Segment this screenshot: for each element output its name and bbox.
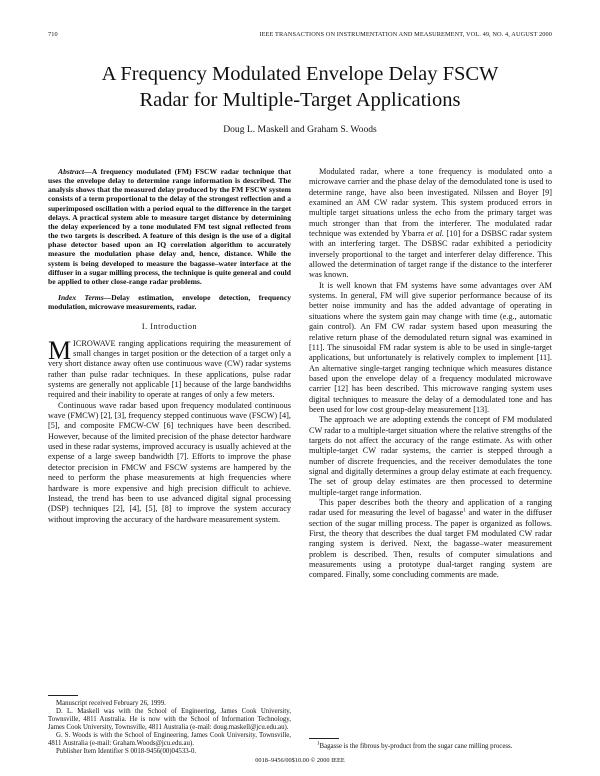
footnote-woods: G. S. Woods is with the School of Engineering, James Cook University, Townsville, 4811 Australia (e-mail: Graham.Woods@jcu.edu.au). <box>48 732 291 748</box>
running-header: IEEE TRANSACTIONS ON INSTRUMENTATION AND MEASUREMENT, VOL. 49, NO. 4, AUGUST 2000 <box>259 31 552 38</box>
drop-cap: M <box>48 335 72 365</box>
abstract-text: A frequency modulated (FM) FSCW radar technique that uses the envelope delay to determine range information is described. The analysis shows that the measured delay produced by the FM FSCW system consists of a term proportional to the delay of the strongest reflection and a superimposed oscillation with a period equal to the difference in the target delays. A practical system able to measure target distance by determining the delay experienced by a tone modulated FM test signal reflected from the two targets is described. A feature of this design is the use of a digital phase detector based upon an IQ correlation algorithm to accurately measure the modulation phase delay and, hence, distance. While the system is being developed to measure the bagasse–water interface at the diffuser in a sugar milling process, the technique is quite general and could be applied to other close-range radar problems. <box>48 167 291 286</box>
footnote-publisher-id: Publisher Item Identifier S 0018-9456(00)04533-0. <box>56 748 197 756</box>
index-terms-text: Delay estimation, envelope detection, frequency modulation, microwave measurements, radar. <box>48 293 291 312</box>
right-paragraph-3: The approach we are adopting extends the concept of FM modulated CW radar to a multiple-target situation where the relative strengths of the targets do not affect the accuracy of the range estimate. As with other multiple-target CW radar systems, the carrier is stepped through a number of discrete frequencies, and the receiver demodulates the tone signal and digitally determines a group delay estimate at each frequency. The set of group delay estimates are then processed to determine multiple-target range information. <box>309 415 552 497</box>
intro-paragraph-2: Continuous wave radar based upon frequency modulated continuous wave (FMCW) [2], [3], frequency stepped continuous wave (FSCW) [4], [5], and composite FMCW-CW [6] techniques have been described. However, because of the limited precision of the phase detector hardware used in these radar systems, improved accuracy is usually achieved at the expense of a large sweep bandwidth [7]. Efforts to improve the phase detector precision in FMCW and FSCW systems are hampered by the need to perform the phase measurements at high frequencies where hardware is more expensive and high precision difficult to achieve. Instead, the trend has been to use advanced digital signal processing (DSP) techniques [2], [4], [5], [8] to improve the system accuracy without improving the accuracy of the hardware measurement system. <box>48 400 291 524</box>
footnote-rule-right <box>309 738 339 739</box>
abstract <box>48 167 291 286</box>
authors: Doug L. Maskell and Graham S. Woods <box>223 124 377 135</box>
index-terms <box>48 293 291 311</box>
copyright: 0018–9456/00$10.00 © 2000 IEEE <box>255 757 345 764</box>
footnote-received: Manuscript received February 26, 1999. <box>56 700 166 707</box>
intro-paragraph-1 <box>48 335 291 401</box>
left-column <box>48 167 291 525</box>
right-paragraph-4: This paper describes both the theory and application of a ranging radar used for measuring the level of bagasse$^1$ and water in the diffuser section of the sugar milling process. The paper is organized as follows. First, the theory that describes the dual target FM modulated CW radar ranging system is derived. Next, the bagasse–water measurement problem is described. Then, results of computer simulations and measurements using a prototype dual-target ranging system are compared. Finally, some concluding comments are made. <box>309 498 552 580</box>
right-paragraph-2: It is well known that FM systems have some advantages over AM systems. In general, FM will give superior performance because of its better noise immunity and has the added advantage of operating in situations where the system gain may change with time (e.g., automatic gain control). An FM CW radar system based upon measuring the relative return phase of the demodulated return signal was examined in [11]. The sinusoidal FM radar system is able to be used in single-target applications, but unfortunately is relatively complex to implement [11]. An alternative single-target ranging technique which measures distance based upon the envelope delay of a frequency modulated microwave carrier [12] has been described. This microwave ranging system uses digital techniques to measure the delay of a demodulated tone and has been used for low cost group-delay measurement [13]. <box>309 280 552 414</box>
section-heading: I. Introduction <box>141 322 198 332</box>
right-paragraph-1: Modulated radar, where a tone frequency is modulated onto a microwave carrier and the phase delay of the demodulated tone is used to determine range, have also been investigated. Nilssen and Boyer [9] examined an AM CW radar system. This system produced errors in multiple target situations unless the echo from the primary target was much stronger than that from the interferer. The modulated radar technique was extended by Ybarra et al. [10] for a DSBSC radar system with an interfering target. The DSBSC radar exhibited a periodicity inversely proportional to the target and interferer delay difference. This allowed the determination of target range if the distance to the interferer was known. <box>309 167 552 280</box>
intro-paragraph-1-text: ICROWAVE ranging applications requiring the measurement of small changes in target position or the detection of a target only a very short distance away often use continuous wave (CW) radar systems rather than pulse radar techniques. In these applications, pulse radar systems are generally not applicable [1] because of the large bandwidths required and their inability to operate at ranges of only a few meters. <box>48 338 291 400</box>
footnote-maskell: D. L. Maskell was with the School of Engineering, James Cook University, Townsville, 4811 Australia. He is now with the School of Information Technology, James Cook University, Townsville, 4811 Australia (e-mail: doug.maskell@jcu.edu.au). <box>48 708 291 732</box>
footnote-rule <box>48 695 78 696</box>
page-number: 710 <box>48 31 58 38</box>
abstract-label: Abstract— <box>58 167 92 176</box>
footnotes <box>48 700 291 756</box>
paper-title-line1: A Frequency Modulated Envelope Delay FSCW <box>101 63 499 85</box>
footnote-marker: 1 <box>463 508 466 514</box>
paper-title-line2: Radar for Multiple-Target Applications <box>139 89 461 111</box>
footnote-bagasse: $^1$Bagasse is the fibrous by-product from the sugar cane milling process. <box>317 741 513 750</box>
index-terms-label: Index Terms— <box>58 293 112 303</box>
right-column <box>309 167 552 581</box>
